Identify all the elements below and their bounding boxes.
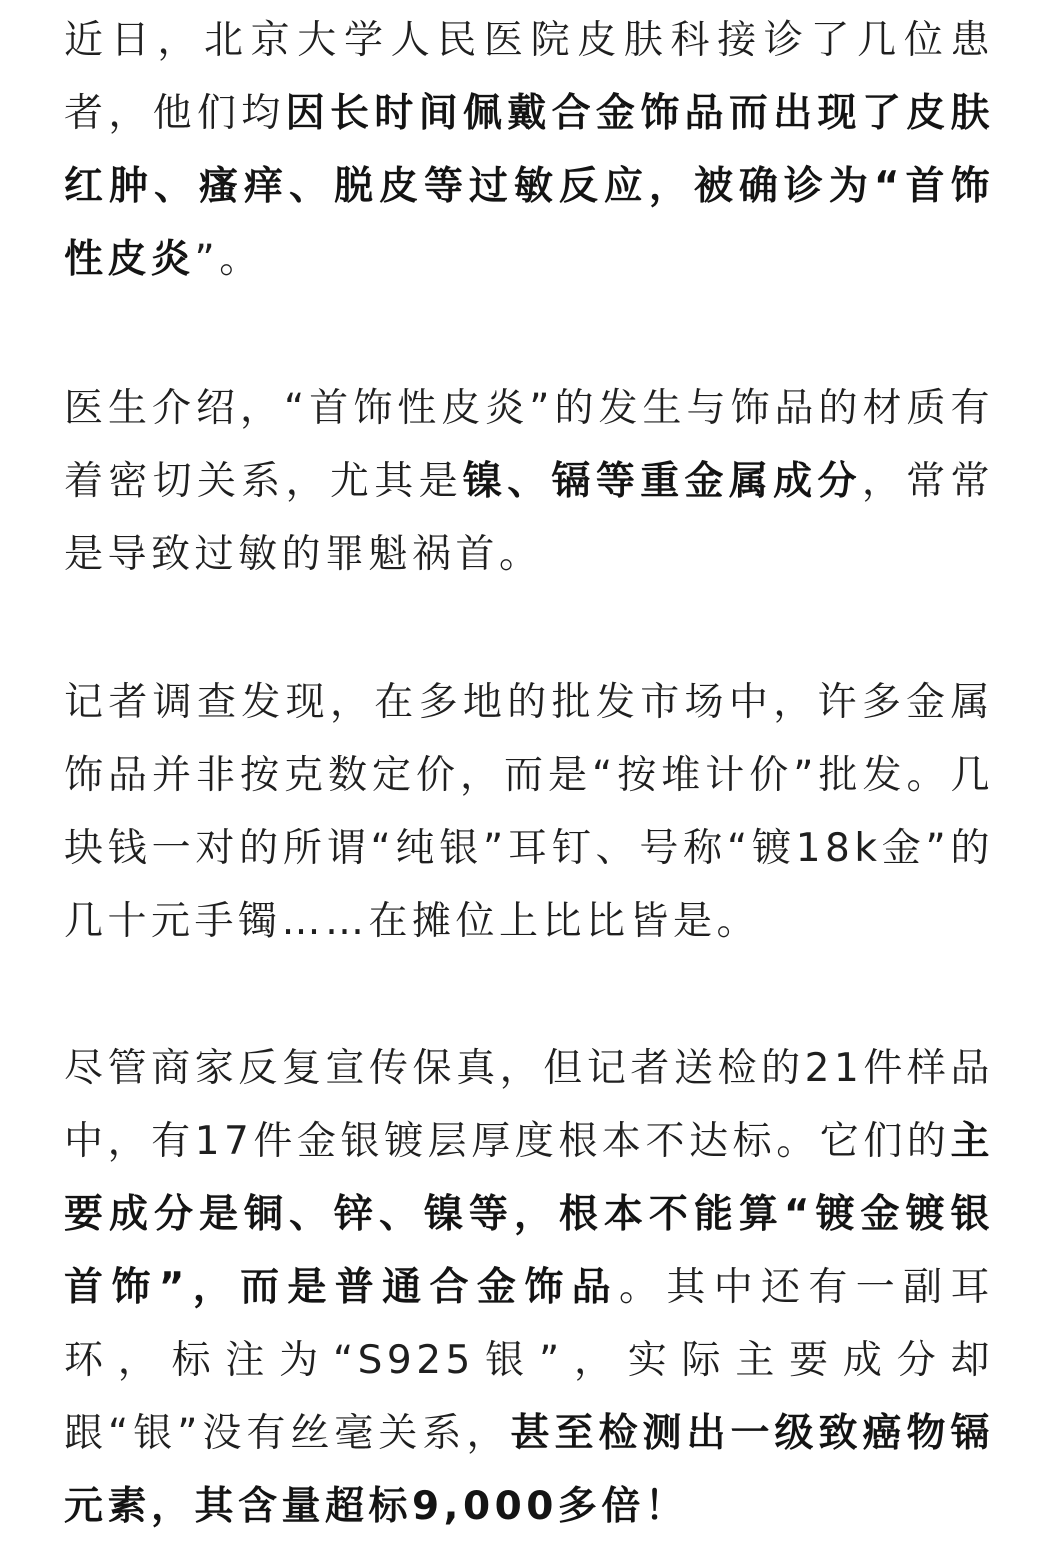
p4-bold-1: 主要成分是铜、锌、镍等，根本不能算“镀金镀银首饰”，而是普通合金饰品 xyxy=(64,1119,994,1310)
p4-text-1: 尽管商家反复宣传保真，但记者送检的21件样品中，有17件金银镀层厚度根本不达标。它们的 xyxy=(64,1046,994,1164)
p2-bold-1: 镍、镉等重金属成分 xyxy=(462,459,862,504)
paragraph-2 xyxy=(64,372,994,591)
p1-text-2: ”。 xyxy=(194,237,263,282)
paragraph-4 xyxy=(64,1032,994,1543)
p2-text-1: 医生介绍，“首饰性皮炎”的发生与饰品的材质有着密切关系，尤其是 xyxy=(64,386,994,504)
p4-bold-2: 甚至检测出一级致癌物镉元素，其含量超标9,000多倍！ xyxy=(64,1411,994,1529)
p1-text-1: 近日，北京大学人民医院皮肤科接诊了几位患者，他们均 xyxy=(64,18,994,136)
p2-text-2: ，常常是导致过敏的罪魁祸首。 xyxy=(64,459,994,577)
p3-text-1: 记者调查发现，在多地的批发市场中，许多金属饰品并非按克数定价，而是“按堆计价”批发。几块钱一对的所谓“纯银”耳钉、号称“镀18k金”的几十元手镯……在摊位上比比皆是。 xyxy=(64,680,994,944)
paragraph-1 xyxy=(64,4,994,296)
p4-text-2: 。其中还有一副耳环，标注为“S925银”，实际主要成分却跟“银”没有丝毫关系， xyxy=(64,1265,994,1456)
paragraph-3 xyxy=(64,666,994,958)
p1-bold-1: 因长时间佩戴合金饰品而出现了皮肤红肿、瘙痒、脱皮等过敏反应，被确诊为“首饰性皮炎 xyxy=(64,91,994,282)
